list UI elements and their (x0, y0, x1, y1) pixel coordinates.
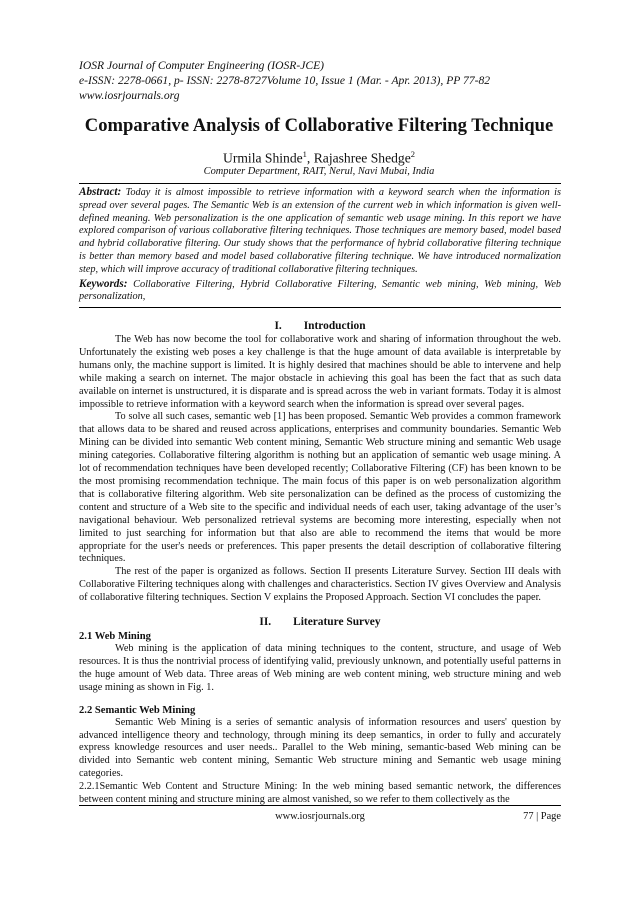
intro-paragraph: The rest of the paper is organized as follows. Section II presents Literature Survey. Section III deals with Collaborative Filtering techniques along with challenges and characteristics. Section IV gives Overview and Analysis of collaborative filtering techniques. Section V explains the Proposed Approach. Section VI concludes the paper. (79, 566, 562, 604)
abstract-box (79, 183, 561, 308)
journal-issn: e-ISSN: 2278-0661, p- ISSN: 2278-8727Volume 10, Issue 1 (Mar. - Apr. 2013), PP 77-82 (79, 74, 491, 88)
footer-divider (79, 805, 561, 806)
keywords (79, 278, 561, 305)
intro-paragraph: To solve all such cases, semantic web [1] has been proposed. Semantic Web provides a common framework that allows data to be shared and reused across applications, enterprises and community boundaries. Semantic Web Mining can be divided into semantic Web content mining, Semantic Web structure mining and semantic Web usage mining categories. Collaborative filtering algorithm is nothing but an application of semantic web usage mining. A lot of recommendation techniques have been developed recently; Collaborative Filtering (CF) has been known to be the most promising recommendation technique. The main focus of this paper is on web personalization algorithm that is collaborative filtering algorithm. Web site personalization can be defined as the process of customizing the content and structure of a Web site to the specific and individual needs of each user, taking advantage of the user’s navigational behaviour. Web personalized retrieval systems are becoming more interesting, especially when not limited to just searching for information but that also are able to recommend the items that would be more appropriate for the user's needs or preferences. This paper presents the detail description of collaborative filtering techniques. (79, 411, 561, 565)
keywords-text: Collaborative Filtering, Hybrid Collaborative Filtering, Semantic web mining, Web mining, Web personalization, (79, 278, 561, 303)
section-1-title: Introduction (303, 320, 366, 332)
semantic-content-structure-paragraph: 2.2.1Semantic Web Content and Structure Mining: In the web mining based semantic network, the differences between content mining and structure mining are almost vanished, so we refer to them collectively as the (79, 781, 561, 806)
author-1: Urmila Shinde (223, 150, 303, 166)
author-1-affiliation: 1 (302, 149, 307, 159)
keywords-label: Keywords: (79, 277, 128, 290)
abstract-label: Abstract: (79, 186, 122, 198)
intro-paragraph: The Web has now become the tool for collaborative work and sharing of information throughout the web. Unfortunately the existing web poses a key challenge is that the huge amount of data available is interpretable by humans only, the machine support is limited. It is highly desired that machines should be able to intervene and help while making a search on internet. The major obstacle in achieving this goal has been the fact that as such data available on internet is unstructured, it is disparate and is spread across the web in variant formats. Today it is almost impossible to retrieve information with a keyword search when the information is spread over several pages. (79, 334, 561, 410)
author-2-affiliation: 2 (410, 149, 415, 159)
subsection-semantic-web-mining-heading: 2.2 Semantic Web Mining (79, 704, 196, 716)
subsection-web-mining-heading: 2.1 Web Mining (79, 631, 151, 643)
department: Computer Department, RAIT, Nerul, Navi Mubai, India (203, 166, 435, 177)
semantic-web-mining-paragraph: Semantic Web Mining is a series of semantic analysis of information resources and users' question by advanced intelligence theory and technology, through mining its deep semantics, in order to fully and accurately express knowledge resources and user needs.. Parallel to the Web mining, semantic-based Web mining can be divided into Semantic web content mining, Semantic Web structure mining and Semantic web usage mining categories. (79, 716, 561, 780)
journal-site: www.iosrjournals.org (79, 89, 180, 103)
author-2: Rajashree Shedge (313, 150, 411, 166)
section-2-number: II. (259, 616, 272, 629)
paper-title: Comparative Analysis of Collaborative Filtering Technique (84, 115, 554, 136)
page-number: 77 | Page (523, 811, 561, 822)
journal-header (79, 58, 559, 104)
section-2-heading (79, 615, 561, 630)
footer-site: www.iosrjournals.org (275, 811, 365, 822)
section-1-heading (79, 319, 561, 334)
web-mining-paragraph: Web mining is the application of data mining techniques to the content, structure, and usage of Web resources. It is thus the nontrivial process of identifying valid, previously unknown, and potentially useful patterns in the huge amount of Web data. Three areas of Web mining are web content mining, web structure mining and web usage mining as shown in Fig. 1. (79, 643, 561, 693)
paper-body (79, 319, 561, 807)
abstract (79, 186, 561, 277)
abstract-text: Today it is almost impossible to retrieve information with a keyword search when the information is spread over several pages. The Semantic Web is an extension of the current web in which information is given well-defined meaning. Web personalization is the one application of semantic web usage mining. In this report we have explored comparison of various collaborative filtering techniques. Those techniques are memory based, model based and hybrid collaborative filtering. Our study shows that the performance of hybrid collaborative filtering technique is better than memory based and model based collaborative filtering technique. We have introduced normalization step, which will improve accuracy of traditional collaborative filtering techniques. (79, 187, 561, 275)
section-2-title: Literature Survey (293, 616, 381, 629)
section-1-number: I. (274, 320, 282, 332)
author-separator: , (306, 150, 314, 166)
journal-name: IOSR Journal of Computer Engineering (IOSR-JCE) (79, 59, 325, 72)
